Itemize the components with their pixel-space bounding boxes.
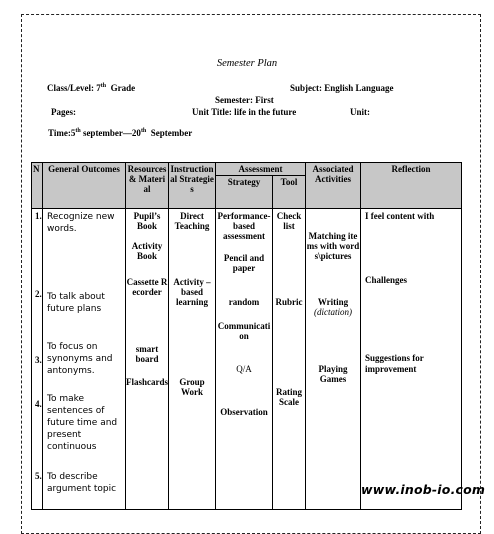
cell-instructional — [169, 209, 216, 510]
header-num: N — [32, 163, 43, 209]
list-item: Writing — [317, 297, 349, 307]
header-reflection: Reflection — [361, 163, 462, 209]
document-title: Semester Plan — [216, 58, 278, 69]
list-item: Communication — [217, 321, 271, 341]
cell-tool — [273, 209, 306, 510]
header-assessment: Assessment — [216, 163, 306, 176]
list-item: Performance- based assessment — [217, 211, 271, 241]
semester: Semester: First — [215, 95, 274, 105]
list-item: Group Work — [179, 377, 205, 397]
cell-reflection — [361, 209, 462, 510]
row-number: 1. — [35, 211, 42, 221]
list-item: To make sentences of future time and present continuous — [47, 394, 118, 452]
header-associated: Associated Activities — [306, 163, 361, 209]
list-item: To focus on synonyms and antonyms. — [47, 342, 113, 376]
list-item: Matching items with words\pictures — [306, 231, 360, 261]
header-strategy: Strategy — [216, 176, 273, 209]
header-tool: Tool — [273, 176, 306, 209]
list-item: Suggestions for improvement — [365, 353, 424, 374]
list-item: (dictation) — [314, 307, 352, 317]
list-item: Q/A — [236, 364, 252, 374]
list-item: Playing Games — [318, 364, 348, 384]
list-item: Activity – based learning — [173, 277, 211, 307]
cell-strategy — [216, 209, 273, 510]
list-item: Flashcards — [126, 377, 169, 387]
list-item: smart board — [135, 344, 159, 364]
header-instructional: Instructional Strategies — [169, 163, 216, 209]
list-item: Rubric — [275, 297, 303, 307]
class-level: Class/Level: 7th Grade — [47, 83, 136, 93]
time-period: Time:5th september—20th September — [48, 128, 193, 138]
unit-title: Unit Title: life in the future — [192, 107, 297, 117]
header-resources: Resources& Material — [126, 163, 169, 209]
cell-outcomes — [43, 209, 126, 510]
header-row-1 — [32, 163, 462, 176]
list-item: Observation — [220, 407, 268, 417]
list-item: To describe argument topic — [47, 472, 117, 494]
list-item: To talk about future plans — [47, 292, 105, 314]
row-number: 5. — [35, 471, 42, 481]
cell-activities — [306, 209, 361, 510]
list-item: Pupil’s Book — [133, 211, 161, 231]
list-item: Pencil and paper — [223, 253, 265, 273]
pages-label: Pages: — [51, 107, 76, 117]
row-number: 2. — [35, 289, 42, 299]
row-number: 4. — [35, 399, 42, 409]
list-item: Cassette Recorder — [126, 277, 168, 297]
cell-numbers — [32, 209, 43, 510]
list-item: I feel content with — [365, 211, 435, 221]
site-watermark: www.inob-io.com — [361, 482, 486, 497]
list-item: Direct Teaching — [174, 211, 210, 231]
semester-plan-table — [31, 162, 462, 510]
list-item: Recognize new words. — [47, 212, 115, 234]
list-item: Rating Scale — [275, 387, 302, 407]
list-item: Check list — [276, 211, 302, 231]
list-item: Challenges — [365, 275, 408, 285]
header-general-outcomes: General Outcomes — [43, 163, 126, 209]
cell-resources — [126, 209, 169, 510]
list-item: random — [228, 297, 260, 307]
table-row — [32, 209, 462, 510]
row-number: 3. — [35, 355, 42, 365]
unit-label: Unit: — [350, 107, 370, 117]
subject: Subject: English Language — [290, 83, 394, 93]
list-item: Activity Book — [131, 241, 163, 261]
